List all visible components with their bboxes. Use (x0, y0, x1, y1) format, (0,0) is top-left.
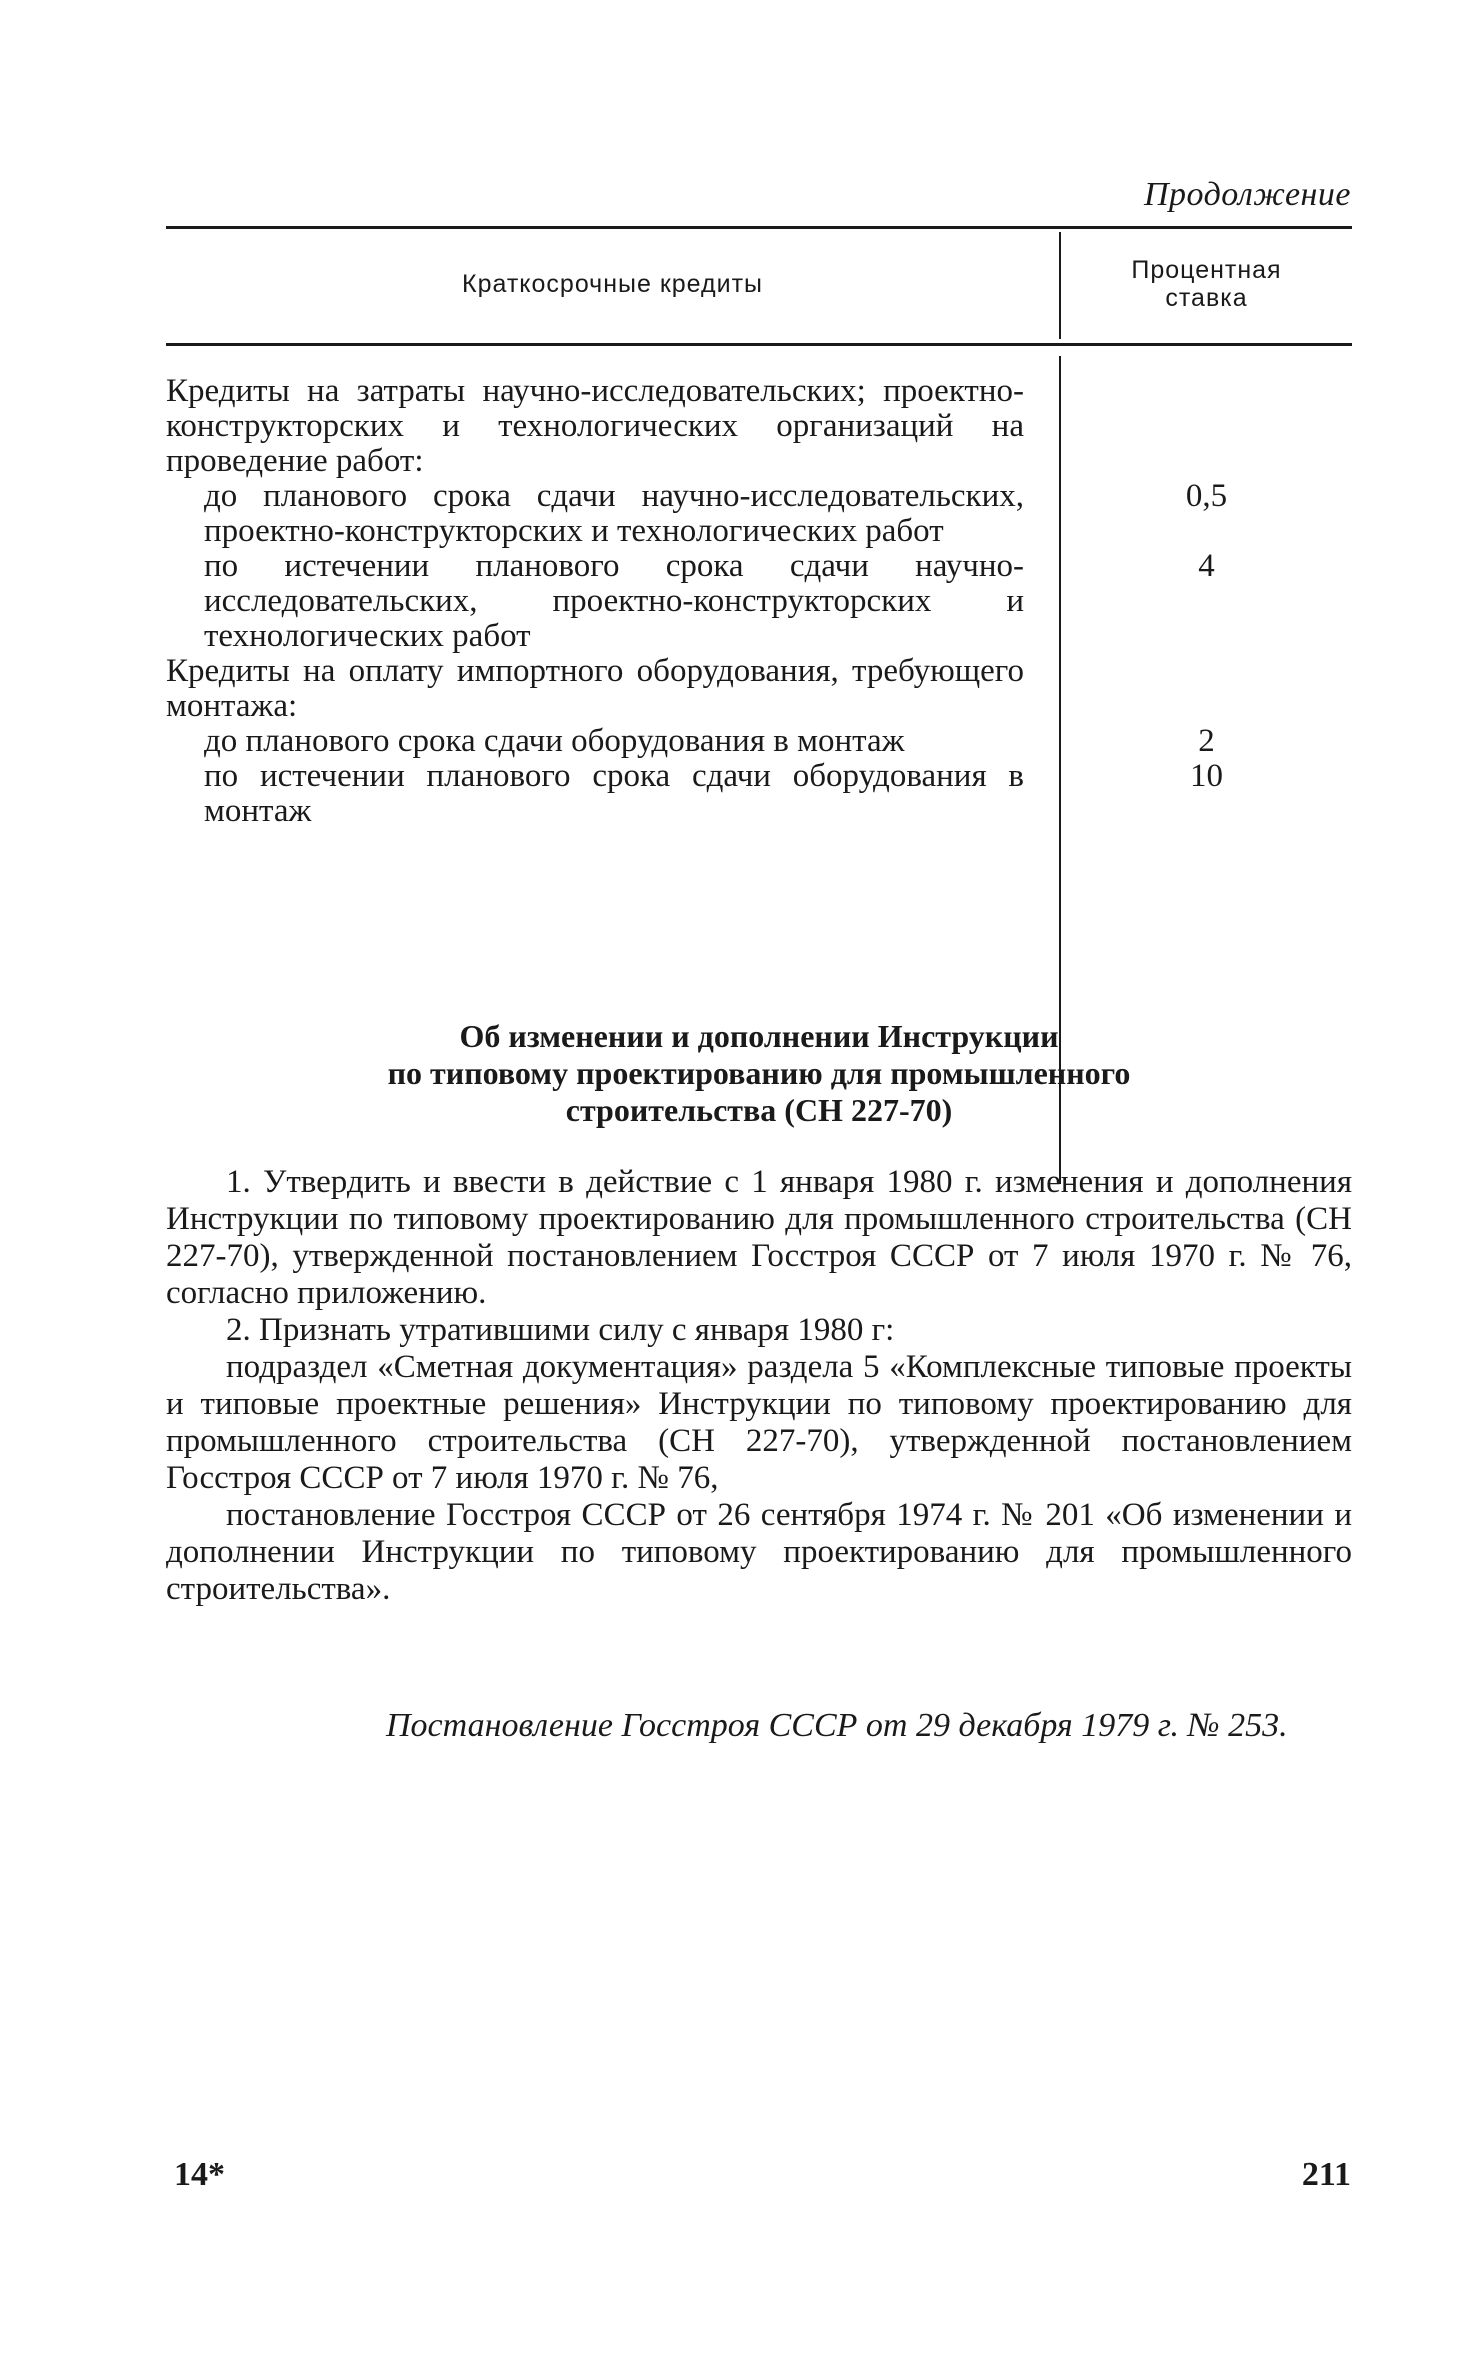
paragraph: 1. Утвердить и ввести в действие с 1 января 1980 г. изменения и дополнения Инструкции по типовому проектированию для промышленного строительства (СН 227-70), утвержденной постановлением Госстроя СССР от 7 июля 1970 г. № 76, согласно приложению. (166, 1164, 1352, 1311)
continuation-label: Продолжение (1143, 176, 1351, 213)
table-row-text: до планового срока сдачи научно-исследовательских, проектно-конструкторских и технологических работ (204, 478, 1024, 549)
table-header-rule (166, 343, 1352, 346)
table-row (166, 374, 1352, 479)
table-row (166, 479, 1352, 549)
page-number: 211 (1301, 2156, 1351, 2193)
table-header-rate-line2: ставка (1165, 284, 1248, 312)
table-header-rate (1061, 256, 1352, 312)
paragraph: 2. Признать утратившими силу с января 1980 г: (226, 1312, 895, 1348)
table-row-text: Кредиты на затраты научно-исследовательских; проектно-конструкторских и технологических организаций на проведение работ: (166, 373, 1024, 479)
section-heading-line1: Об изменении и дополнении Инструкции (459, 1018, 1059, 1054)
table-row-rate: 2 (1198, 723, 1215, 759)
resolution-reference: Постановление Госстроя СССР от 29 декабря 1979 г. № 253. (386, 1707, 1288, 1744)
table-row-text: по истечении планового срока сдачи оборудования в монтаж (204, 758, 1024, 829)
table-row-text: по истечении планового срока сдачи научно-исследовательских, проектно-конструкторских и технологических работ (204, 548, 1024, 654)
table-top-rule (166, 226, 1352, 229)
table-row-text: Кредиты на оплату импортного оборудования, требующего монтажа: (166, 653, 1024, 724)
paragraph: постановление Госстроя СССР от 26 сентября 1974 г. № 201 «Об изменении и дополнении Инструкции по типовому проектированию для промышленного строительства». (166, 1497, 1352, 1607)
table-row-text: до планового срока сдачи оборудования в монтаж (204, 723, 905, 759)
table-row-rate: 0,5 (1185, 478, 1228, 514)
table-row-rate: 10 (1190, 758, 1223, 794)
section-heading-line2: по типовому проектированию для промышленного (387, 1055, 1131, 1091)
table-row (166, 654, 1352, 724)
table-header-credits: Краткосрочные кредиты (462, 270, 763, 298)
body-text (166, 1164, 1352, 1608)
table-body (166, 374, 1352, 829)
table-row (166, 724, 1352, 759)
section-heading (166, 1018, 1352, 1129)
signature-mark: 14* (174, 2156, 225, 2193)
table-row (166, 549, 1352, 654)
section-heading-line3: строительства (СН 227-70) (565, 1092, 953, 1128)
table-row (166, 759, 1352, 829)
table-header-rate-line1: Процентная (1131, 256, 1282, 284)
table-row-rate: 4 (1198, 548, 1215, 584)
paragraph: подраздел «Сметная документация» раздела 5 «Комплексные типовые проекты и типовые проектные решения» Инструкции по типовому проектированию для промышленного строительства (СН 227-70), утвержденной постановлением Госстроя СССР от 7 июля 1970 г. № 76, (166, 1349, 1352, 1496)
